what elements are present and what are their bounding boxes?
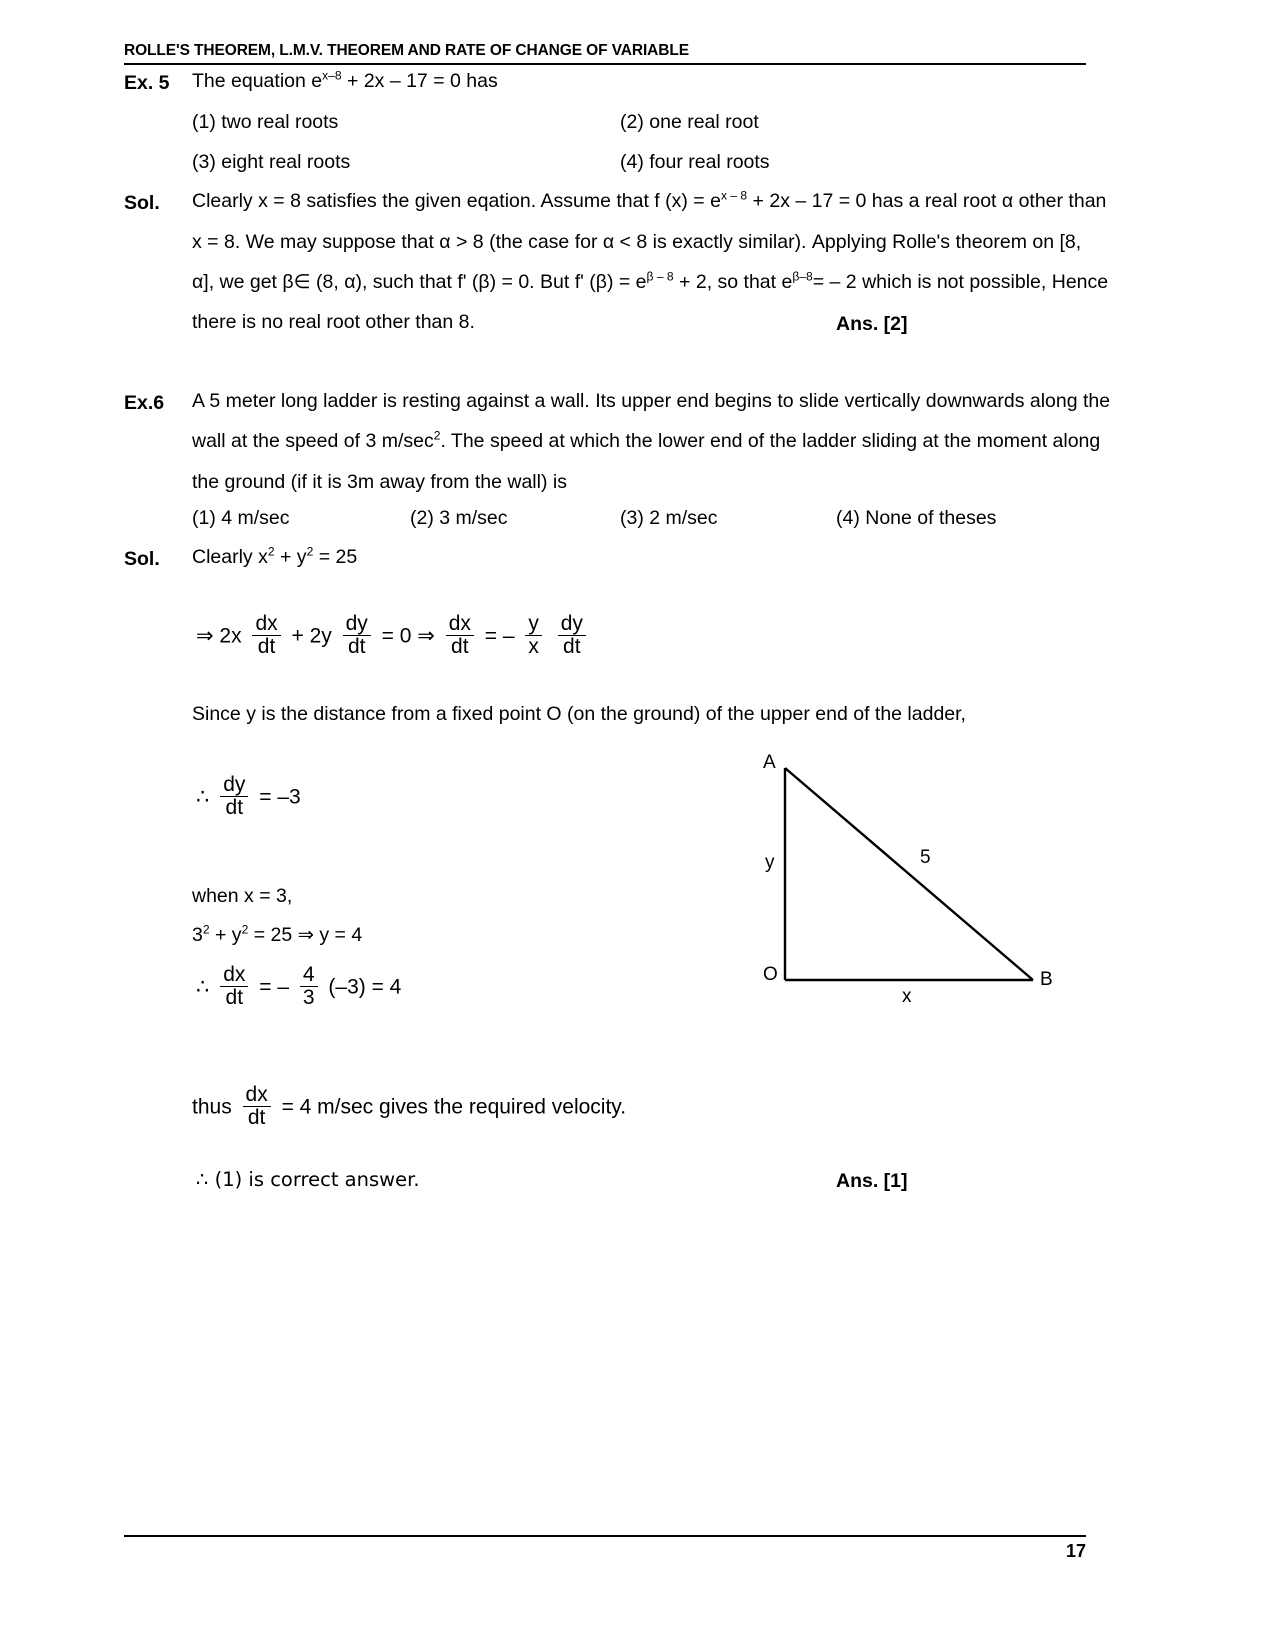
thus-equation bbox=[192, 1085, 626, 1131]
triangle-hypotenuse bbox=[785, 768, 1033, 980]
dxdt-equals: = – bbox=[259, 975, 290, 999]
fraction-denominator: dt bbox=[225, 796, 244, 820]
fraction-denominator: dt bbox=[563, 635, 581, 659]
ex5-sol-text-3c: = – 2 which is not possible, Hence bbox=[812, 271, 1109, 293]
ex5-option-3[interactable]: (3) eight real roots bbox=[192, 151, 351, 173]
ex6-question-line-3: the ground (if it is 3m away from the wall) is bbox=[192, 471, 567, 493]
ex5-question-suffix: + 2x – 17 = 0 has bbox=[341, 70, 498, 92]
ex5-sol-text-3b: + 2, so that e bbox=[673, 271, 793, 293]
ex5-option-1[interactable]: (1) two real roots bbox=[192, 111, 339, 133]
diagram-label-o: O bbox=[763, 964, 778, 985]
fraction-denominator: dt bbox=[257, 635, 276, 659]
diagram-label-a: A bbox=[763, 752, 776, 773]
fraction-denominator: dt bbox=[225, 986, 244, 1010]
ex6-solution-label: Sol. bbox=[124, 548, 160, 570]
thus-suffix: = 4 m/sec gives the required velocity. bbox=[281, 1095, 627, 1119]
diff-lead: ⇒ 2x bbox=[196, 624, 242, 648]
differentiation-equation bbox=[196, 614, 591, 660]
fraction-dx-dt-2 bbox=[446, 613, 474, 659]
ex6-sol-text-b: + y bbox=[274, 546, 307, 568]
dydt-equation bbox=[196, 775, 301, 821]
ex5-sol-exp-1: x – 8 bbox=[720, 188, 748, 203]
ex5-option-2[interactable]: (2) one real root bbox=[620, 111, 759, 133]
ex6-solution-line-1 bbox=[192, 544, 358, 568]
ex5-solution-line-4: there is no real root other than 8. bbox=[192, 311, 475, 333]
ex6-sol-text-c: = 25 bbox=[313, 546, 358, 568]
ex6-question-line-1: A 5 meter long ladder is resting against a wall. Its upper end begins to slide vertically downwards along the bbox=[192, 390, 1111, 412]
fraction-dx-dt-4 bbox=[243, 1084, 271, 1130]
ex5-solution-line-1 bbox=[192, 188, 1107, 212]
ex6-q-exponent: 2 bbox=[433, 428, 441, 443]
fraction-numerator: dx bbox=[220, 964, 248, 987]
ex5-answer: Ans. [2] bbox=[836, 313, 908, 335]
fraction-dx-dt-1 bbox=[252, 613, 280, 659]
ex6-sol-sup-1: 2 bbox=[267, 544, 275, 559]
diff-equals-neg: = – bbox=[484, 624, 515, 648]
ex5-sol-exp-3: β–8 bbox=[792, 269, 813, 284]
pyth-end: = 25 ⇒ y = 4 bbox=[248, 924, 363, 946]
ex5-sol-exp-2: β – 8 bbox=[646, 269, 674, 284]
fraction-numerator: dy bbox=[558, 613, 586, 636]
dxdt-tail: (–3) = 4 bbox=[328, 975, 402, 999]
ex6-note-line: Since y is the distance from a fixed point O (on the ground) of the upper end of the ladder, bbox=[192, 703, 966, 725]
footer-divider bbox=[124, 1535, 1086, 1537]
fraction-dx-dt-3 bbox=[220, 964, 248, 1010]
page-number: 17 bbox=[1065, 1541, 1086, 1561]
fraction-dy-dt-2 bbox=[558, 613, 586, 659]
fraction-denominator: 3 bbox=[302, 986, 315, 1010]
fraction-numerator: dx bbox=[252, 613, 280, 636]
ex5-question-exponent: x–8 bbox=[322, 68, 342, 83]
ex5-sol-text-3: α], we get β∈ (8, α), such that f' (β) = 0. But f' (β) = e bbox=[192, 271, 647, 293]
ex6-q-text-2: wall at the speed of 3 m/sec bbox=[192, 430, 434, 452]
ex6-pythagoras-line bbox=[192, 922, 363, 946]
ex6-option-4[interactable]: (4) None of theses bbox=[836, 507, 997, 529]
example-6-label: Ex.6 bbox=[124, 392, 165, 414]
ex5-question-prefix: The equation e bbox=[192, 70, 323, 92]
diagram-label-b: B bbox=[1040, 969, 1053, 990]
example-5-label: Ex. 5 bbox=[124, 72, 170, 94]
therefore-symbol: ∴ bbox=[196, 974, 210, 999]
ex6-question-line-2 bbox=[192, 428, 1101, 452]
triangle-svg bbox=[745, 752, 1075, 1007]
fraction-dy-dt-1 bbox=[343, 613, 371, 659]
fraction-y-x bbox=[525, 613, 542, 659]
fraction-numerator: dy bbox=[220, 774, 248, 797]
page-title: ROLLE'S THEOREM, L.M.V. THEOREM AND RATE OF CHANGE OF VARIABLE bbox=[124, 42, 689, 59]
diagram-label-x: x bbox=[902, 986, 912, 1007]
fraction-denominator: x bbox=[528, 635, 539, 659]
ex5-solution-line-2: x = 8. We may suppose that α > 8 (the case for α < 8 is exactly similar). Applying Rolle's theorem on [8, bbox=[192, 231, 1082, 253]
example-5-question bbox=[192, 68, 498, 92]
pyth-mid: + y bbox=[209, 924, 242, 946]
ex6-option-2[interactable]: (2) 3 m/sec bbox=[410, 507, 508, 529]
pyth-sup-2: 2 bbox=[241, 922, 249, 937]
ex5-solution-label: Sol. bbox=[124, 192, 160, 214]
diff-plus: + 2y bbox=[291, 624, 332, 648]
ex6-sol-text-a: Clearly x bbox=[192, 546, 268, 568]
pyth-sup-1: 2 bbox=[202, 922, 210, 937]
ex6-q-text-2b: . The speed at which the lower end of the ladder sliding at the moment along bbox=[440, 430, 1101, 452]
fraction-numerator: y bbox=[525, 613, 542, 636]
ex6-option-1[interactable]: (1) 4 m/sec bbox=[192, 507, 290, 529]
page-header bbox=[124, 42, 1086, 65]
thus-prefix: thus bbox=[192, 1095, 238, 1119]
fraction-numerator: 4 bbox=[300, 964, 318, 987]
dydt-value: = –3 bbox=[259, 785, 301, 809]
diagram-label-y: y bbox=[765, 852, 775, 873]
dxdt-equation bbox=[196, 965, 401, 1011]
fraction-denominator: dt bbox=[347, 635, 366, 659]
fraction-dy-dt-3 bbox=[220, 774, 248, 820]
ladder-triangle-diagram bbox=[745, 752, 1075, 1007]
fraction-numerator: dx bbox=[446, 613, 474, 636]
fraction-denominator: dt bbox=[247, 1106, 266, 1130]
ex6-option-3[interactable]: (3) 2 m/sec bbox=[620, 507, 718, 529]
diagram-label-hypotenuse: 5 bbox=[920, 847, 931, 868]
pyth-base: 3 bbox=[192, 924, 203, 946]
ex6-conclusion: ∴ (1) is correct answer. bbox=[196, 1168, 420, 1191]
ex5-solution-line-3 bbox=[192, 269, 1109, 293]
ex6-when-line: when x = 3, bbox=[192, 885, 293, 907]
diff-equals-zero: = 0 ⇒ bbox=[381, 624, 435, 648]
ex6-answer: Ans. [1] bbox=[836, 1170, 908, 1192]
ex5-sol-text-1: Clearly x = 8 satisfies the given eqation. Assume that f (x) = e bbox=[192, 190, 721, 212]
header-divider bbox=[124, 63, 1086, 65]
fraction-numerator: dy bbox=[343, 613, 371, 636]
therefore-symbol: ∴ bbox=[196, 784, 210, 809]
ex5-option-4[interactable]: (4) four real roots bbox=[620, 151, 770, 173]
fraction-denominator: dt bbox=[451, 635, 469, 659]
fraction-numerator: dx bbox=[243, 1084, 271, 1107]
ex6-sol-sup-2: 2 bbox=[306, 544, 314, 559]
ex5-sol-text-1b: + 2x – 17 = 0 has a real root α other than bbox=[747, 190, 1107, 212]
fraction-4-3 bbox=[300, 964, 318, 1010]
